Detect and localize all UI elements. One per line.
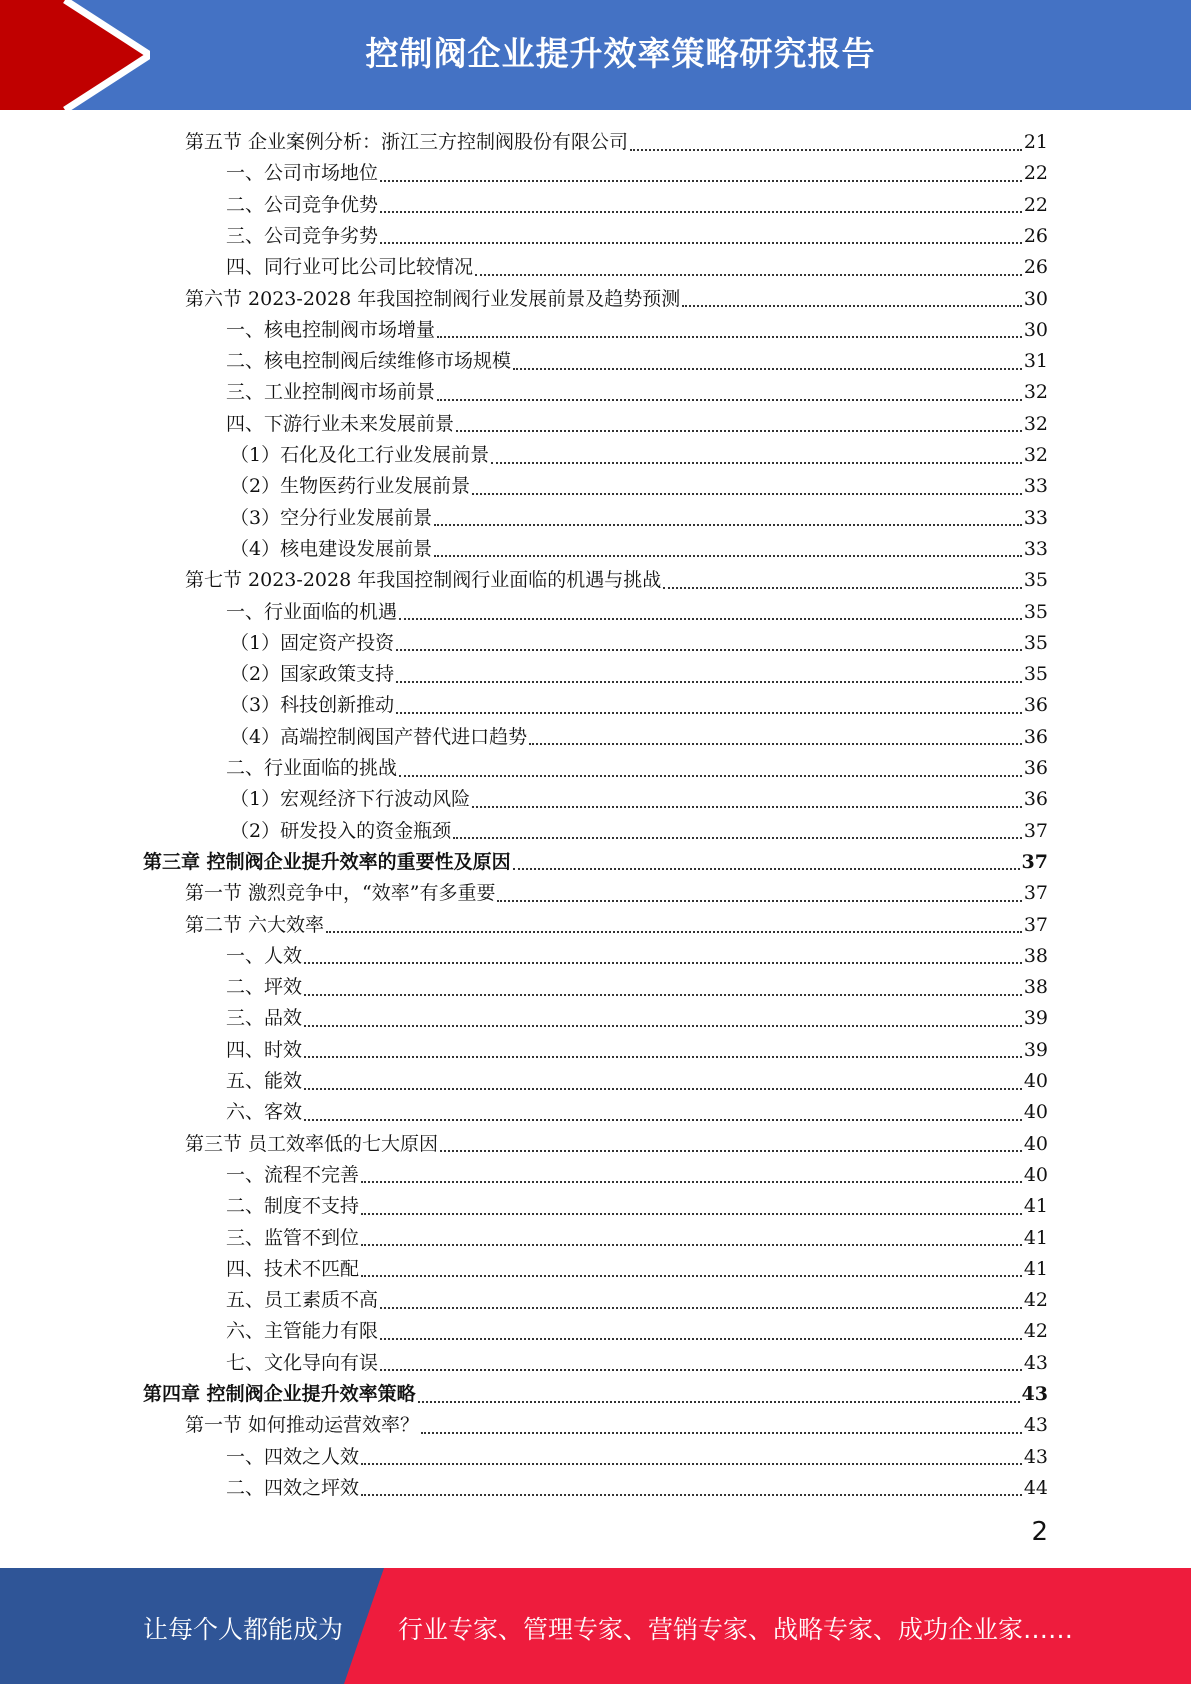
dot-leader — [304, 1119, 1022, 1121]
dot-leader — [472, 493, 1022, 495]
toc-page-number: 32 — [1023, 381, 1048, 404]
toc-page-number: 41 — [1023, 1257, 1048, 1280]
toc-item[interactable] — [226, 1316, 1048, 1347]
toc-item[interactable] — [226, 597, 1048, 628]
toc-page-number: 22 — [1023, 162, 1048, 185]
toc-entry-text: （3）科技创新推动 — [230, 694, 395, 717]
toc-entry-text: 二、行业面临的挑战 — [226, 757, 398, 779]
toc-page-number: 39 — [1023, 1038, 1048, 1061]
toc-page-number: 26 — [1023, 224, 1048, 247]
page-number: 2 — [1031, 1517, 1048, 1547]
toc-item[interactable] — [226, 1191, 1048, 1222]
page-footer — [0, 1568, 1191, 1684]
dot-leader — [361, 1494, 1022, 1496]
report-title: 控制阀企业提升效率策略研究报告 — [365, 34, 876, 73]
dot-leader — [361, 1275, 1022, 1277]
toc-item[interactable] — [226, 1348, 1048, 1379]
toc-page-number: 43 — [1023, 1445, 1048, 1468]
toc-page-number: 32 — [1023, 412, 1048, 435]
toc-item[interactable] — [226, 377, 1048, 408]
toc-section[interactable] — [185, 565, 1048, 596]
toc-entry-text: 二、四效之坪效 — [226, 1476, 360, 1499]
toc-item[interactable] — [226, 1066, 1048, 1097]
toc-page-number: 43 — [1021, 1383, 1048, 1405]
toc-entry-text: 一、公司市场地位 — [226, 162, 379, 185]
toc-item[interactable] — [230, 440, 1048, 471]
dot-leader — [304, 1025, 1022, 1027]
toc-page-number: 40 — [1023, 1163, 1048, 1186]
toc-page-number: 33 — [1023, 475, 1048, 498]
toc-item[interactable] — [226, 315, 1048, 346]
toc-entry-text: 三、监管不到位 — [226, 1226, 360, 1249]
toc-item[interactable] — [226, 252, 1048, 283]
toc-page-number: 39 — [1023, 1007, 1048, 1030]
toc-item[interactable] — [230, 628, 1048, 659]
toc-entry-text: 第六节 2023-2028 年我国控制阀行业发展前景及趋势预测 — [185, 287, 681, 310]
toc-entry-text: （4）高端控制阀国产替代进口趋势 — [230, 725, 528, 748]
toc-item[interactable] — [230, 784, 1048, 815]
toc-entry-text: 二、坪效 — [226, 976, 303, 999]
toc-entry-text: 一、行业面临的机遇 — [226, 600, 398, 623]
toc-item[interactable] — [226, 1442, 1048, 1473]
toc-item[interactable] — [226, 1097, 1048, 1128]
toc-page-number: 30 — [1023, 318, 1048, 341]
toc-page-number: 26 — [1023, 256, 1048, 279]
toc-entry-text: 五、员工素质不高 — [226, 1289, 379, 1312]
dot-leader — [434, 524, 1022, 526]
toc-section[interactable] — [185, 284, 1048, 315]
toc-page-number: 35 — [1023, 663, 1048, 686]
toc-item[interactable] — [226, 941, 1048, 972]
toc-page-number: 30 — [1023, 287, 1048, 310]
dot-leader — [380, 211, 1022, 213]
toc-page-number: 21 — [1023, 131, 1048, 153]
dot-leader — [304, 1088, 1022, 1090]
toc-entry-text: 四、下游行业未来发展前景 — [226, 412, 455, 435]
toc-entry-text: （4）核电建设发展前景 — [230, 537, 433, 560]
dot-leader — [380, 242, 1022, 244]
toc-page-number: 41 — [1023, 1226, 1048, 1249]
dot-leader — [380, 180, 1022, 182]
toc-entry-text: 二、公司竞争优势 — [226, 193, 379, 216]
toc-item[interactable] — [230, 503, 1048, 534]
dot-leader — [380, 1307, 1022, 1309]
toc-page-number: 31 — [1023, 350, 1048, 373]
toc-item[interactable] — [226, 972, 1048, 1003]
toc-item[interactable] — [226, 753, 1048, 784]
dot-leader — [440, 1150, 1022, 1152]
toc-item[interactable] — [226, 190, 1048, 221]
toc-item[interactable] — [226, 1223, 1048, 1254]
toc-section[interactable] — [185, 910, 1048, 941]
toc-entry-text: （1）宏观经济下行波动风险 — [230, 788, 471, 811]
toc-page-number: 33 — [1023, 506, 1048, 529]
toc-entry-text: 第四章 控制阀企业提升效率策略 — [143, 1383, 416, 1405]
dot-leader — [434, 555, 1022, 557]
toc-item[interactable] — [226, 1285, 1048, 1316]
dot-leader — [304, 1056, 1022, 1058]
toc-page-number: 36 — [1023, 694, 1048, 717]
toc-entry-text: 三、工业控制阀市场前景 — [226, 381, 436, 404]
toc-page-number: 35 — [1023, 631, 1048, 654]
toc-entry-text: 六、主管能力有限 — [226, 1320, 379, 1343]
toc-entry-text: 第二节 六大效率 — [185, 913, 325, 936]
dot-leader — [396, 649, 1022, 651]
toc-entry-text: 七、文化导向有误 — [226, 1351, 379, 1374]
dot-leader — [396, 712, 1022, 714]
dot-leader — [491, 462, 1022, 464]
dot-leader — [396, 681, 1022, 683]
footer-roles: 行业专家、管理专家、营销专家、战略专家、成功企业家…… — [398, 1615, 1074, 1644]
toc-item[interactable] — [230, 534, 1048, 565]
toc-entry-text: 二、核电控制阀后续维修市场规模 — [226, 350, 512, 373]
dot-leader — [380, 1369, 1022, 1371]
dot-leader — [418, 1401, 1020, 1403]
toc-entry-text: 第一节 激烈竞争中，“效率”有多重要 — [185, 882, 496, 905]
toc-page-number: 35 — [1023, 569, 1048, 592]
toc-item[interactable] — [226, 221, 1048, 252]
dot-leader — [421, 1432, 1022, 1434]
toc-entry-text: 六、客效 — [226, 1101, 303, 1124]
dot-leader — [513, 368, 1022, 370]
toc-chapter[interactable] — [143, 1379, 1048, 1410]
toc-page-number: 35 — [1023, 600, 1048, 623]
toc-section[interactable] — [185, 1410, 1048, 1441]
dot-leader — [399, 618, 1022, 620]
toc-page-number: 44 — [1023, 1476, 1048, 1499]
toc-page-number: 36 — [1023, 757, 1048, 779]
dot-leader — [682, 305, 1022, 307]
toc-page-number: 38 — [1023, 976, 1048, 999]
toc-chapter[interactable] — [143, 847, 1048, 878]
toc-entry-text: 第一节 如何推动运营效率？ — [185, 1414, 420, 1437]
toc-page-number: 36 — [1023, 725, 1048, 748]
toc-entry-text: （2）国家政策支持 — [230, 663, 395, 686]
toc-item[interactable] — [230, 690, 1048, 721]
toc-entry-text: 四、时效 — [226, 1038, 303, 1061]
toc-entry-text: 第七节 2023-2028 年我国控制阀行业面临的机遇与挑战 — [185, 569, 662, 592]
toc-entry-text: 第三章 控制阀企业提升效率的重要性及原因 — [143, 850, 511, 873]
dot-leader — [304, 994, 1022, 996]
toc-entry-text: 一、流程不完善 — [226, 1163, 360, 1186]
page-header — [0, 0, 1191, 110]
toc-section[interactable] — [185, 127, 1048, 158]
toc-entry-text: 三、公司竞争劣势 — [226, 224, 379, 247]
dot-leader — [475, 274, 1022, 276]
toc-item[interactable] — [230, 816, 1048, 847]
toc-page-number: 22 — [1023, 193, 1048, 216]
toc-entry-text: 四、技术不匹配 — [226, 1257, 360, 1280]
dot-leader — [361, 1213, 1022, 1215]
toc-item[interactable] — [226, 1035, 1048, 1066]
dot-leader — [437, 336, 1022, 338]
toc-page-number: 38 — [1023, 944, 1048, 967]
footer-slogan: 让每个人都能成为 — [143, 1615, 344, 1644]
toc-entry-text: 一、人效 — [226, 944, 303, 967]
toc-page-number: 36 — [1023, 788, 1048, 811]
toc-item[interactable] — [226, 158, 1048, 189]
dot-leader — [453, 837, 1022, 839]
toc-item[interactable] — [230, 659, 1048, 690]
toc-item[interactable] — [226, 346, 1048, 377]
toc-entry-text: （1）石化及化工行业发展前景 — [230, 444, 490, 466]
toc-item[interactable] — [230, 471, 1048, 502]
toc-item[interactable] — [226, 1254, 1048, 1285]
dot-leader — [361, 1181, 1022, 1183]
toc-entry-text: 第五节 企业案例分析：浙江三方控制阀股份有限公司 — [185, 131, 629, 153]
toc-section[interactable] — [185, 878, 1048, 909]
toc-page-number: 42 — [1023, 1289, 1048, 1312]
dot-leader — [513, 868, 1020, 870]
toc-entry-text: （2）研发投入的资金瓶颈 — [230, 819, 452, 842]
dot-leader — [399, 775, 1022, 777]
toc-item[interactable] — [226, 1473, 1048, 1504]
toc-page-number: 37 — [1023, 819, 1048, 842]
toc-entry-text: （1）固定资产投资 — [230, 631, 395, 654]
dot-leader — [437, 399, 1022, 401]
dot-leader — [326, 931, 1022, 933]
toc-item[interactable] — [226, 409, 1048, 440]
toc-page-number: 40 — [1023, 1101, 1048, 1124]
toc-entry-text: 五、能效 — [226, 1070, 303, 1092]
toc-page-number: 37 — [1023, 913, 1048, 936]
toc-page-number: 43 — [1023, 1351, 1048, 1374]
toc-page-number: 33 — [1023, 537, 1048, 560]
toc-item[interactable] — [230, 722, 1048, 753]
toc-entry-text: 四、同行业可比公司比较情况 — [226, 256, 474, 279]
dot-leader — [497, 900, 1021, 902]
dot-leader — [529, 743, 1022, 745]
dot-leader — [630, 149, 1022, 151]
toc-page-number: 40 — [1023, 1070, 1048, 1092]
toc-page-number: 41 — [1023, 1195, 1048, 1218]
toc-page-number: 40 — [1023, 1132, 1048, 1155]
toc-section[interactable] — [185, 1129, 1048, 1160]
toc-page-number: 42 — [1023, 1320, 1048, 1343]
toc-entry-text: 一、核电控制阀市场增量 — [226, 318, 436, 341]
dot-leader — [361, 1244, 1022, 1246]
dot-leader — [472, 806, 1022, 808]
dot-leader — [663, 587, 1022, 589]
toc-page-number: 43 — [1023, 1414, 1048, 1437]
toc-page-number: 37 — [1023, 882, 1048, 905]
toc-entry-text: 三、品效 — [226, 1007, 303, 1030]
toc-page-number: 32 — [1023, 444, 1048, 466]
toc-entry-text: 一、四效之人效 — [226, 1445, 360, 1468]
toc-entry-text: 第三节 员工效率低的七大原因 — [185, 1132, 439, 1155]
toc-item[interactable] — [226, 1160, 1048, 1191]
toc-entry-text: （3）空分行业发展前景 — [230, 506, 433, 529]
toc-entry-text: （2）生物医药行业发展前景 — [230, 475, 471, 498]
dot-leader — [380, 1338, 1022, 1340]
dot-leader — [361, 1463, 1022, 1465]
toc-page-number: 37 — [1021, 850, 1048, 873]
toc-item[interactable] — [226, 1003, 1048, 1034]
dot-leader — [456, 430, 1022, 432]
toc-entry-text: 二、制度不支持 — [226, 1195, 360, 1218]
dot-leader — [304, 962, 1022, 964]
